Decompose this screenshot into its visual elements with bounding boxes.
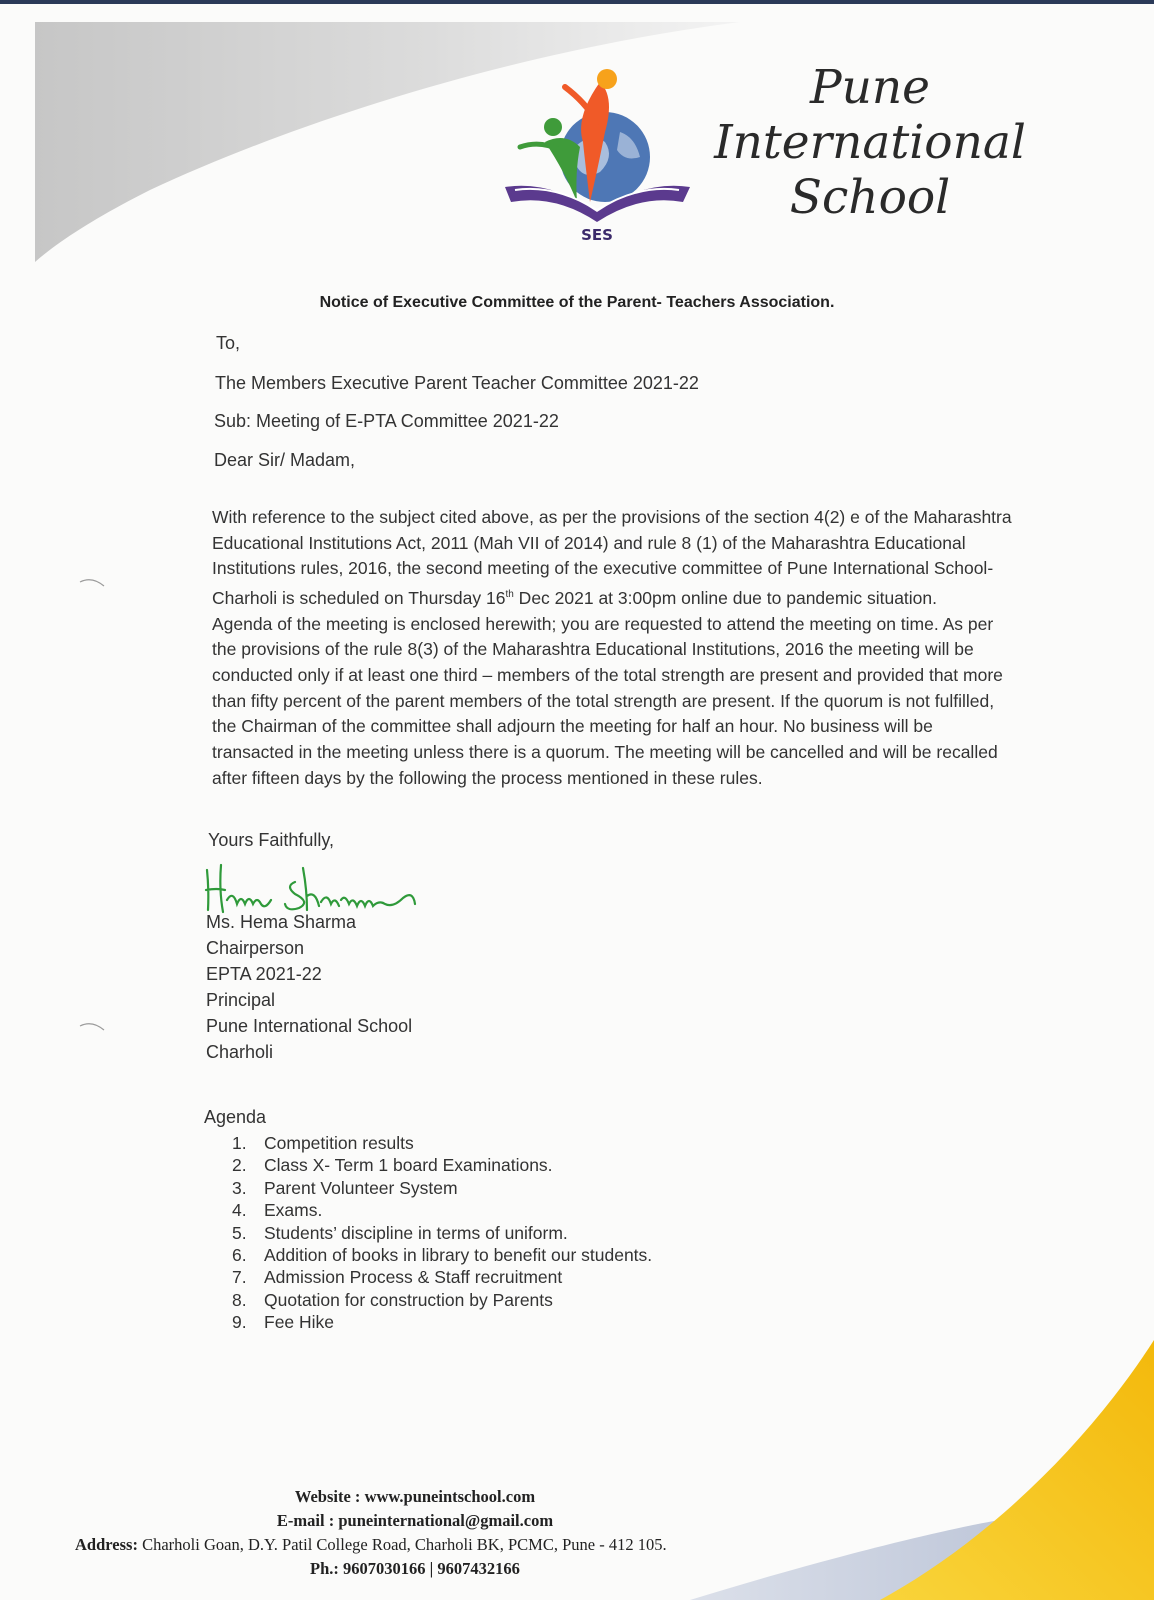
agenda-item: 6. Addition of books in library to benefit our students. xyxy=(232,1244,653,1265)
footer-phone: Ph.: 9607030166 | 9607432166 xyxy=(310,1559,520,1578)
agenda-item: 8. Quotation for construction by Parents xyxy=(232,1289,553,1310)
signatory-name: Ms. Hema Sharma xyxy=(206,912,357,932)
footer-email: E-mail : puneinternational@gmail.com xyxy=(276,1511,554,1530)
body-paragraph-1: With reference to the subject cited above, as per the provisions of the section 4(2) e of the Maharashtra Educational Institutions Act, 2011 (Mah VII of 2014) and rule 8 (1) of the Maharashtra Educational Institutions rules, 2016, the second meeting of the executive committee of Pune International School- Charholi is scheduled on Thursday 16th Dec 2021 at 3:00pm online due to pandemic situation. xyxy=(212,507,1012,608)
agenda-title: Agenda xyxy=(204,1107,267,1127)
signatory-role-epta: EPTA 2021-22 xyxy=(206,964,322,984)
notice-title: Notice of Executive Committee of the Parent- Teachers Association. xyxy=(319,294,835,311)
signatory-role-principal: Principal xyxy=(206,990,276,1010)
salutation: Dear Sir/ Madam, xyxy=(214,450,356,470)
to-line: To, xyxy=(216,333,241,353)
website-link[interactable]: www.puneintschool.com xyxy=(364,1487,536,1506)
agenda-item: 9. Fee Hike xyxy=(232,1312,335,1333)
email-link[interactable]: puneinternational@gmail.com xyxy=(338,1511,554,1530)
signatory-org: Pune International School xyxy=(206,1016,413,1036)
margin-mark-2 xyxy=(80,1024,104,1030)
subject-line: Sub: Meeting of E-PTA Committee 2021-22 xyxy=(214,411,559,431)
margin-mark-1 xyxy=(80,580,104,586)
agenda-item: 2. Class X- Term 1 board Examinations. xyxy=(232,1155,553,1176)
school-name-line1: Pune xyxy=(810,60,930,115)
footer-address: Address: Charholi Goan, D.Y. Patil College Road, Charholi BK, PCMC, Pune - 412 105. xyxy=(75,1535,667,1554)
school-name-line2: International xyxy=(714,115,1026,170)
agenda-item: 3. Parent Volunteer System xyxy=(232,1177,458,1198)
closing: Yours Faithfully, xyxy=(208,830,335,850)
signatory-place: Charholi xyxy=(206,1042,274,1062)
letter-body xyxy=(212,505,1012,792)
school-name xyxy=(690,60,1050,225)
agenda-item: 4. Exams. xyxy=(232,1200,323,1221)
agenda-item: 1. Competition results xyxy=(232,1133,414,1153)
body-paragraph-2: Agenda of the meeting is enclosed herewith; you are requested to attend the meeting on time. As per the provisions of the rule 8(3) of the Maharashtra Educational Institutions, 2016 the meeting will be conducted only if at least one third – members of the total strength are present and provided that more than fifty percent of the parent members of the total strength are present. If the quorum is not fulfilled, the Chairman of the committee shall adjourn the meeting for half an hour. No business will be transacted in the meeting unless there is a quorum. The meeting will be cancelled and will be recalled after fifteen days by the following the process mentioned in these rules. xyxy=(212,613,1003,788)
ses-logo-icon xyxy=(505,62,690,247)
footer-website: Website : www.puneintschool.com xyxy=(294,1487,536,1506)
signatory-role-chairperson: Chairperson xyxy=(206,938,305,958)
agenda-list xyxy=(232,1133,652,1335)
school-name-line3: School xyxy=(789,170,951,225)
agenda-item: 5. Students’ discipline in terms of uniform. xyxy=(232,1222,568,1243)
recipient-line: The Members Executive Parent Teacher Committee 2021-22 xyxy=(215,373,699,393)
svg-text:SES: SES xyxy=(581,226,613,244)
agenda-item: 7. Admission Process & Staff recruitment xyxy=(232,1267,563,1288)
